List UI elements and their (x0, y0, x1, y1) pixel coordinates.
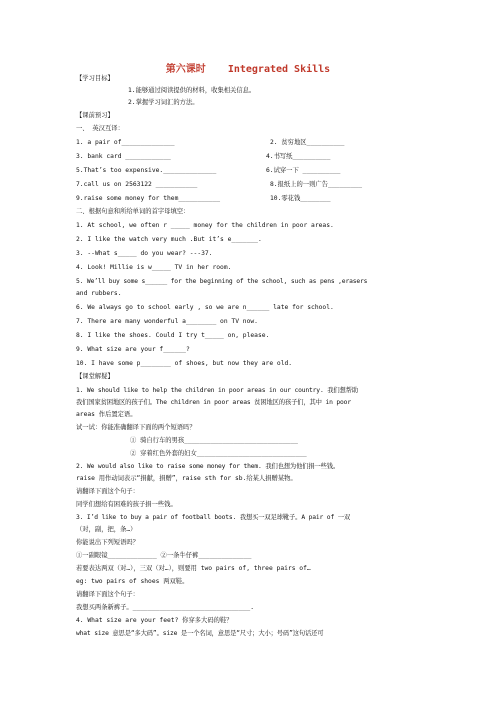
fill-item-10: 10. I have some p________ of shoes, but now they are old. (76, 360, 293, 367)
fill-item-5: 5. We’ll buy some s______ for the beginning of the school, such as pens ,erasers (76, 278, 368, 285)
translation-5: 5.That’s too expensive.______________ (76, 167, 217, 174)
translation-4: 4.书写纸__________ (266, 153, 331, 160)
explain-3-line-3: 你能说出下列短语吗？ (76, 539, 139, 546)
goal-2: 2.掌握学习词汇的方法。 (128, 99, 199, 106)
fill-item-7: 7. There are many wonderful a________ on TV now. (76, 318, 258, 325)
fill-item-5-continued: and rubbers. (76, 290, 122, 297)
goal-1: 1.能够通过阅读提供的材料，收集相关信息。 (128, 87, 256, 94)
try-item-2: ② 穿着红色外套的妇女_____________________________ (130, 450, 307, 457)
try-prompt: 试一试：你能准确翻译下面的两个短语吗？ (76, 424, 196, 431)
explain-1-line-1: 1. We should like to help the children in poor areas in our country. 我们想帮助 (76, 387, 358, 394)
fill-item-8: 8. I like the shoes. Could I try t_____ on, please. (76, 332, 270, 339)
try-item-1: ① 骑自行车的男孩______________________________ (130, 437, 298, 444)
page-title (0, 60, 496, 75)
section-1-heading: 一、 英汉互译： (76, 125, 124, 132)
translation-9: 9.raise some money for them___________ (76, 195, 221, 202)
explain-4-line-1: 4. What size are your feet? 你穿多大码的鞋？ (76, 617, 233, 624)
goals-header: 【学习目标】 (76, 75, 114, 82)
fill-item-4: 4. Look! Millie is w_____ TV in her room. (76, 264, 232, 271)
fill-item-2: 2. I like the watch very much .But it’s e_______. (76, 236, 262, 243)
explain-2-line-2: raise 用作动词表示“捐献，捐赠”，raise sth for sb.给某人捐赠某物。 (76, 475, 297, 482)
translate-prompt-1: 请翻译下面这个句子： (76, 488, 139, 495)
title-english: Integrated Skills (227, 64, 331, 75)
section-2-heading: 二、根据句意和所给单词的首字母填空： (76, 208, 190, 215)
explain-header: 【课堂解疑】 (76, 373, 114, 380)
explain-4-line-2: what size 意思是“多大码”。size 是一个名词，意思是“尺寸；大小；号码”这句话还可 (76, 630, 324, 637)
translate-prompt-2: 请翻译下面这个句子： (76, 591, 139, 598)
fill-item-1: 1. At school, we often r _____ money for the children in poor areas. (76, 222, 334, 229)
explain-1-line-3: areas 作后置定语。 (76, 411, 137, 418)
explain-3-line-7: 我想买两条新裤子。_______________________________. (76, 604, 254, 611)
translation-6: 6.试穿一下 __________ (266, 167, 341, 174)
fill-item-3: 3. --What s_____ do you wear? ---37. (76, 250, 213, 257)
explain-3-line-5: 若要表达两双（对…），三双（对…），则要用 two pairs of, three pairs of… (76, 565, 311, 572)
fill-item-9: 9. What size are your f______? (76, 346, 190, 353)
explain-2-line-1: 2. We would also like to raise some money for them. 我们也想为他们捐一些钱。 (76, 463, 340, 470)
translation-7: 7.call us on 2563122 ___________ (76, 181, 198, 188)
explain-3-line-2: （对，副，把，条…） (76, 526, 137, 533)
explain-3-line-6: eg: two pairs of shoes 两双鞋。 (76, 578, 189, 585)
translation-1: 1. a pair of______________ (76, 139, 175, 146)
title-chinese: 第六课时 (165, 64, 206, 75)
explain-1-line-2: 我们国家贫困地区的孩子们。The children in poor areas 贫困地区的孩子们，其中 in poor (76, 399, 351, 406)
explain-3-line-1: 3. I’d like to buy a pair of football boots. 我想买一双足球靴子。A pair of 一双 (76, 514, 351, 521)
translation-8: 8.报纸上的一则广告_________ (270, 181, 363, 188)
fill-item-6: 6. We always go to school early , so we are n______ late for school. (76, 304, 334, 311)
explain-3-line-4: ①一副眼镜_____________ ②一条牛仔裤______________ (76, 552, 252, 559)
translation-3: 3. bank card ____________ (76, 153, 171, 160)
translation-10: 10.零花钱________ (270, 195, 331, 202)
translation-2: 2. 贫穷地区__________ (270, 139, 345, 146)
explain-2-line-3: 同学们想给有困难的孩子捐一些钱。 (76, 501, 177, 508)
preview-header: 【课前预习】 (76, 112, 114, 119)
